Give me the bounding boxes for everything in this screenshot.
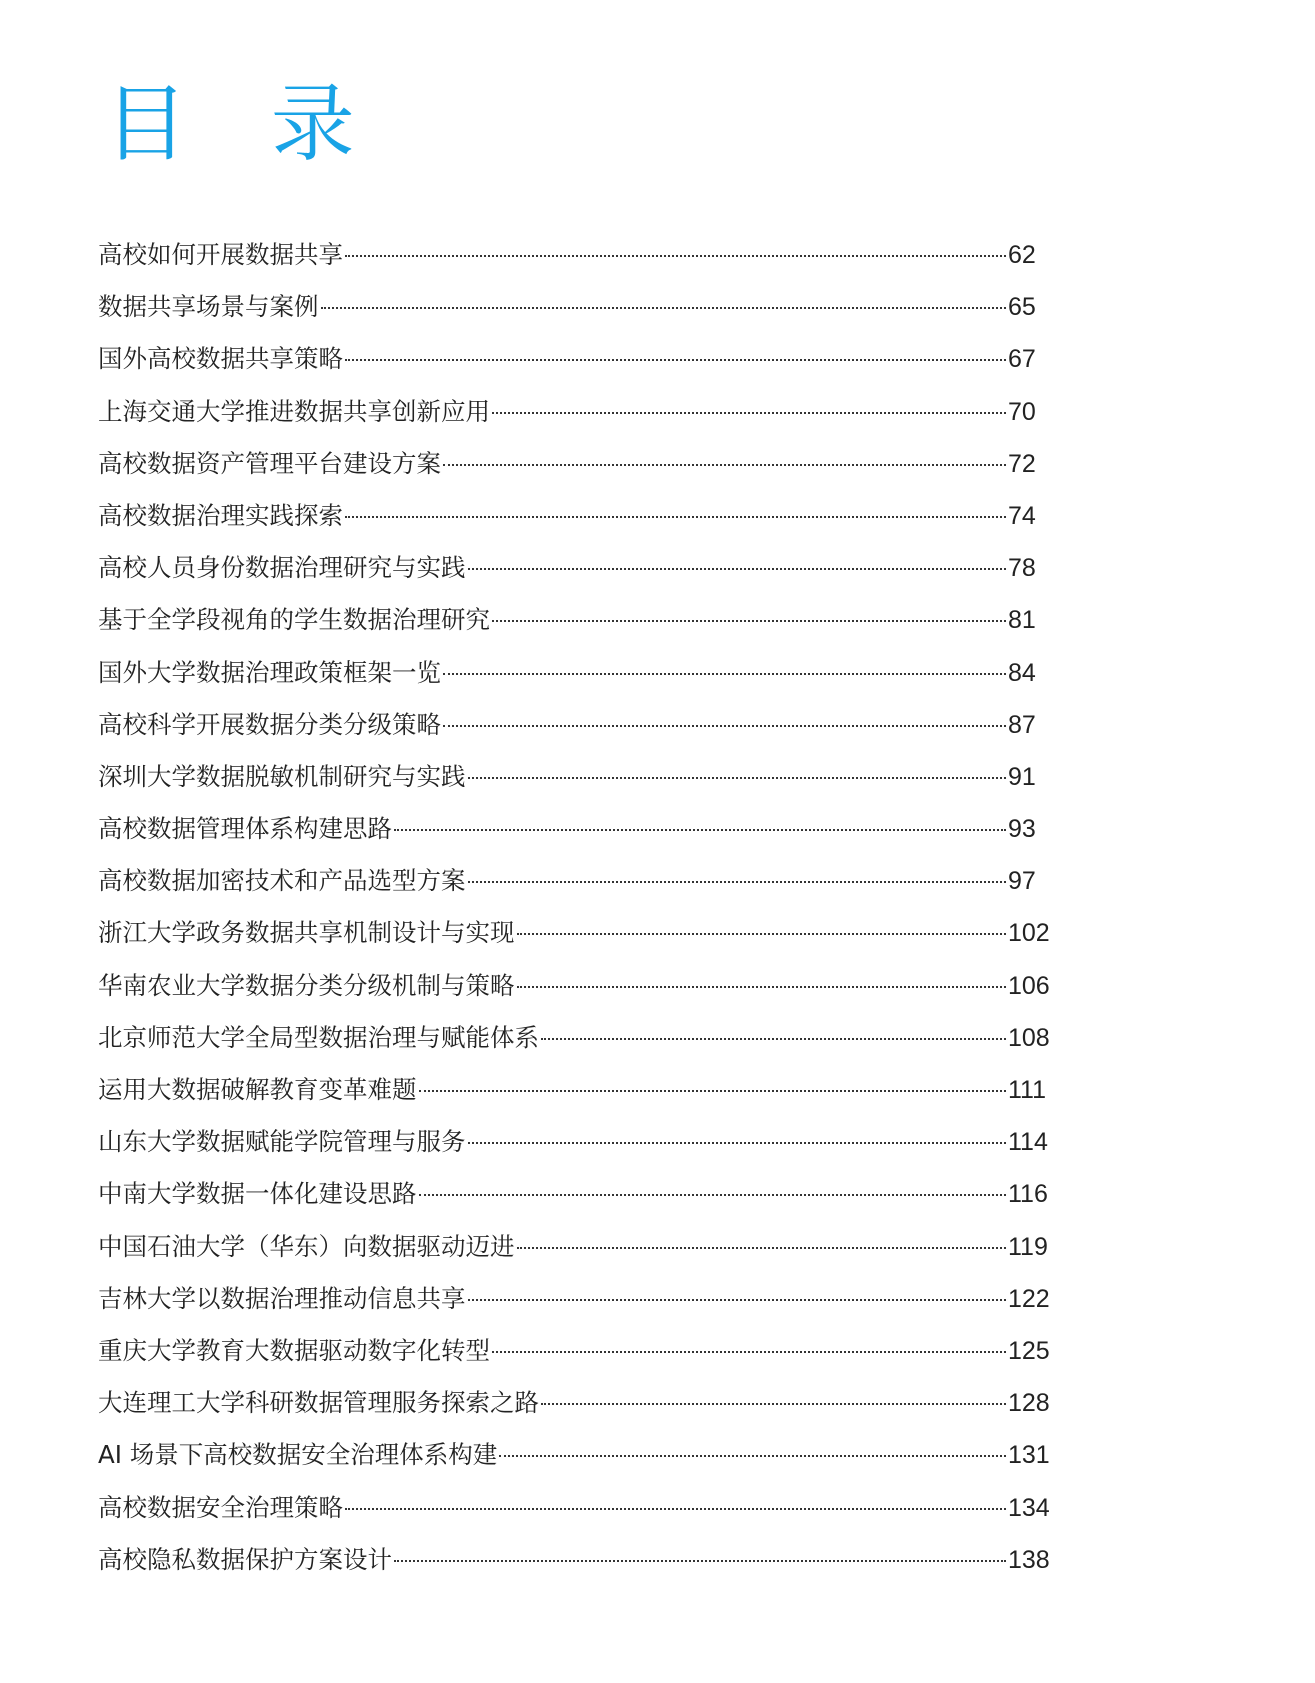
toc-entry-page-number: 125 xyxy=(1008,1336,1050,1365)
toc-entry-title: 基于全学段视角的学生数据治理研究 xyxy=(98,605,490,635)
toc-entry[interactable] xyxy=(98,705,1078,757)
toc-entry-page-number: 62 xyxy=(1008,241,1036,269)
toc-entry[interactable] xyxy=(98,757,1078,809)
toc-entry[interactable] xyxy=(98,1018,1078,1070)
toc-entry-page-number: 134 xyxy=(1008,1493,1050,1522)
toc-entry-title: 高校如何开展数据共享 xyxy=(98,240,343,269)
toc-entry-page-number: 111 xyxy=(1008,1076,1047,1104)
toc-entry-page-number: 108 xyxy=(1008,1023,1050,1052)
toc-entry-page-number: 114 xyxy=(1008,1128,1048,1157)
dot-leader xyxy=(443,464,1006,466)
toc-entry-title: 数据共享场景与案例 xyxy=(98,292,319,322)
toc-entry[interactable] xyxy=(98,444,1078,496)
toc-entry-page-number: 87 xyxy=(1008,710,1036,739)
toc-entry[interactable] xyxy=(98,1279,1078,1331)
toc-entry[interactable] xyxy=(98,339,1078,391)
toc-entry-page-number: 84 xyxy=(1008,658,1036,687)
toc-entry-title: 国外高校数据共享策略 xyxy=(98,344,343,374)
toc-entry-page-number: 116 xyxy=(1008,1180,1048,1209)
dot-leader xyxy=(517,986,1007,988)
toc-entry[interactable] xyxy=(98,1488,1078,1540)
toc-entry-title: 华南农业大学数据分类分级机制与策略 xyxy=(98,970,515,1000)
toc-entry-page-number: 81 xyxy=(1008,606,1036,635)
page-title: 目 录 xyxy=(104,75,383,173)
toc-entry-page-number: 78 xyxy=(1008,554,1036,583)
toc-entry-title: 深圳大学数据脱敏机制研究与实践 xyxy=(98,761,466,791)
toc-entry-title: 高校数据加密技术和产品选型方案 xyxy=(98,866,466,896)
toc-entry[interactable] xyxy=(98,392,1078,444)
dot-leader xyxy=(419,1090,1007,1092)
toc-entry[interactable] xyxy=(98,1174,1078,1226)
dot-leader xyxy=(499,1455,1006,1457)
toc-entry[interactable] xyxy=(98,1331,1078,1383)
toc-entry[interactable] xyxy=(98,653,1078,705)
dot-leader xyxy=(492,620,1006,622)
toc-entry[interactable] xyxy=(98,1435,1078,1487)
toc-entry-page-number: 138 xyxy=(1008,1545,1050,1574)
dot-leader xyxy=(468,568,1007,570)
dot-leader xyxy=(468,881,1007,883)
toc-entry-page-number: 119 xyxy=(1008,1232,1048,1261)
dot-leader xyxy=(517,1247,1007,1249)
dot-leader xyxy=(468,1299,1007,1301)
dot-leader xyxy=(345,1508,1006,1510)
dot-leader xyxy=(517,933,1007,935)
toc-entry-title: 国外大学数据治理政策框架一览 xyxy=(98,657,441,687)
toc-entry[interactable] xyxy=(98,496,1078,548)
toc-entry[interactable] xyxy=(98,1383,1078,1435)
dot-leader xyxy=(468,777,1007,779)
table-of-contents xyxy=(98,235,1078,1592)
toc-entry[interactable] xyxy=(98,1122,1078,1174)
toc-entry-page-number: 93 xyxy=(1008,815,1036,844)
toc-entry-page-number: 70 xyxy=(1008,397,1036,426)
toc-entry[interactable] xyxy=(98,1070,1078,1122)
toc-entry-title: 高校人员身份数据治理研究与实践 xyxy=(98,553,466,583)
toc-entry-title: 重庆大学教育大数据驱动数字化转型 xyxy=(98,1335,490,1365)
toc-entry-title: 上海交通大学推进数据共享创新应用 xyxy=(98,396,490,426)
toc-entry[interactable] xyxy=(98,966,1078,1018)
toc-entry[interactable] xyxy=(98,548,1078,600)
dot-leader xyxy=(468,1142,1007,1144)
toc-entry[interactable] xyxy=(98,861,1078,913)
toc-entry-title: 中南大学数据一体化建设思路 xyxy=(98,1179,417,1209)
dot-leader xyxy=(541,1403,1006,1405)
toc-entry[interactable] xyxy=(98,287,1078,339)
dot-leader xyxy=(443,725,1006,727)
dot-leader xyxy=(394,829,1006,831)
toc-entry-page-number: 91 xyxy=(1008,762,1036,791)
toc-entry-page-number: 122 xyxy=(1008,1284,1050,1313)
toc-entry-page-number: 131 xyxy=(1008,1441,1050,1470)
dot-leader xyxy=(541,1038,1006,1040)
dot-leader xyxy=(345,516,1006,518)
toc-entry-page-number: 97 xyxy=(1008,867,1036,896)
toc-entry-title: 高校数据资产管理平台建设方案 xyxy=(98,448,441,478)
dot-leader xyxy=(492,412,1006,414)
toc-entry-page-number: 128 xyxy=(1008,1389,1050,1418)
toc-entry[interactable] xyxy=(98,913,1078,965)
toc-entry-title: 北京师范大学全局型数据治理与赋能体系 xyxy=(98,1022,539,1052)
dot-leader xyxy=(492,1351,1006,1353)
toc-entry-title: 大连理工大学科研数据管理服务探索之路 xyxy=(98,1388,539,1418)
toc-entry-title: 运用大数据破解教育变革难题 xyxy=(98,1075,417,1104)
dot-leader xyxy=(345,359,1006,361)
toc-entry-page-number: 67 xyxy=(1008,345,1036,374)
toc-entry-title: 高校隐私数据保护方案设计 xyxy=(98,1544,392,1574)
toc-entry-page-number: 65 xyxy=(1008,293,1036,322)
toc-entry[interactable] xyxy=(98,809,1078,861)
toc-entry-title: 高校数据安全治理策略 xyxy=(98,1492,343,1522)
toc-entry[interactable] xyxy=(98,1540,1078,1592)
toc-entry-page-number: 102 xyxy=(1008,919,1050,948)
toc-entry-title: 中国石油大学（华东）向数据驱动迈进 xyxy=(98,1231,515,1261)
toc-entry-title: 吉林大学以数据治理推动信息共享 xyxy=(98,1283,466,1313)
toc-entry-title: AI 场景下高校数据安全治理体系构建 xyxy=(98,1440,498,1470)
toc-entry-title: 高校数据治理实践探索 xyxy=(98,500,343,530)
toc-entry[interactable] xyxy=(98,600,1078,652)
dot-leader xyxy=(443,673,1006,675)
toc-entry-title: 高校科学开展数据分类分级策略 xyxy=(98,709,441,739)
toc-entry[interactable] xyxy=(98,235,1078,287)
toc-entry[interactable] xyxy=(98,1227,1078,1279)
toc-entry-title: 高校数据管理体系构建思路 xyxy=(98,814,392,844)
toc-entry-title: 山东大学数据赋能学院管理与服务 xyxy=(98,1127,466,1157)
dot-leader xyxy=(345,255,1006,257)
dot-leader xyxy=(321,307,1007,309)
dot-leader xyxy=(419,1194,1007,1196)
toc-entry-page-number: 74 xyxy=(1008,501,1036,530)
dot-leader xyxy=(394,1560,1006,1562)
toc-entry-title: 浙江大学政务数据共享机制设计与实现 xyxy=(98,918,515,948)
toc-entry-page-number: 106 xyxy=(1008,971,1050,1000)
toc-entry-page-number: 72 xyxy=(1008,449,1036,478)
